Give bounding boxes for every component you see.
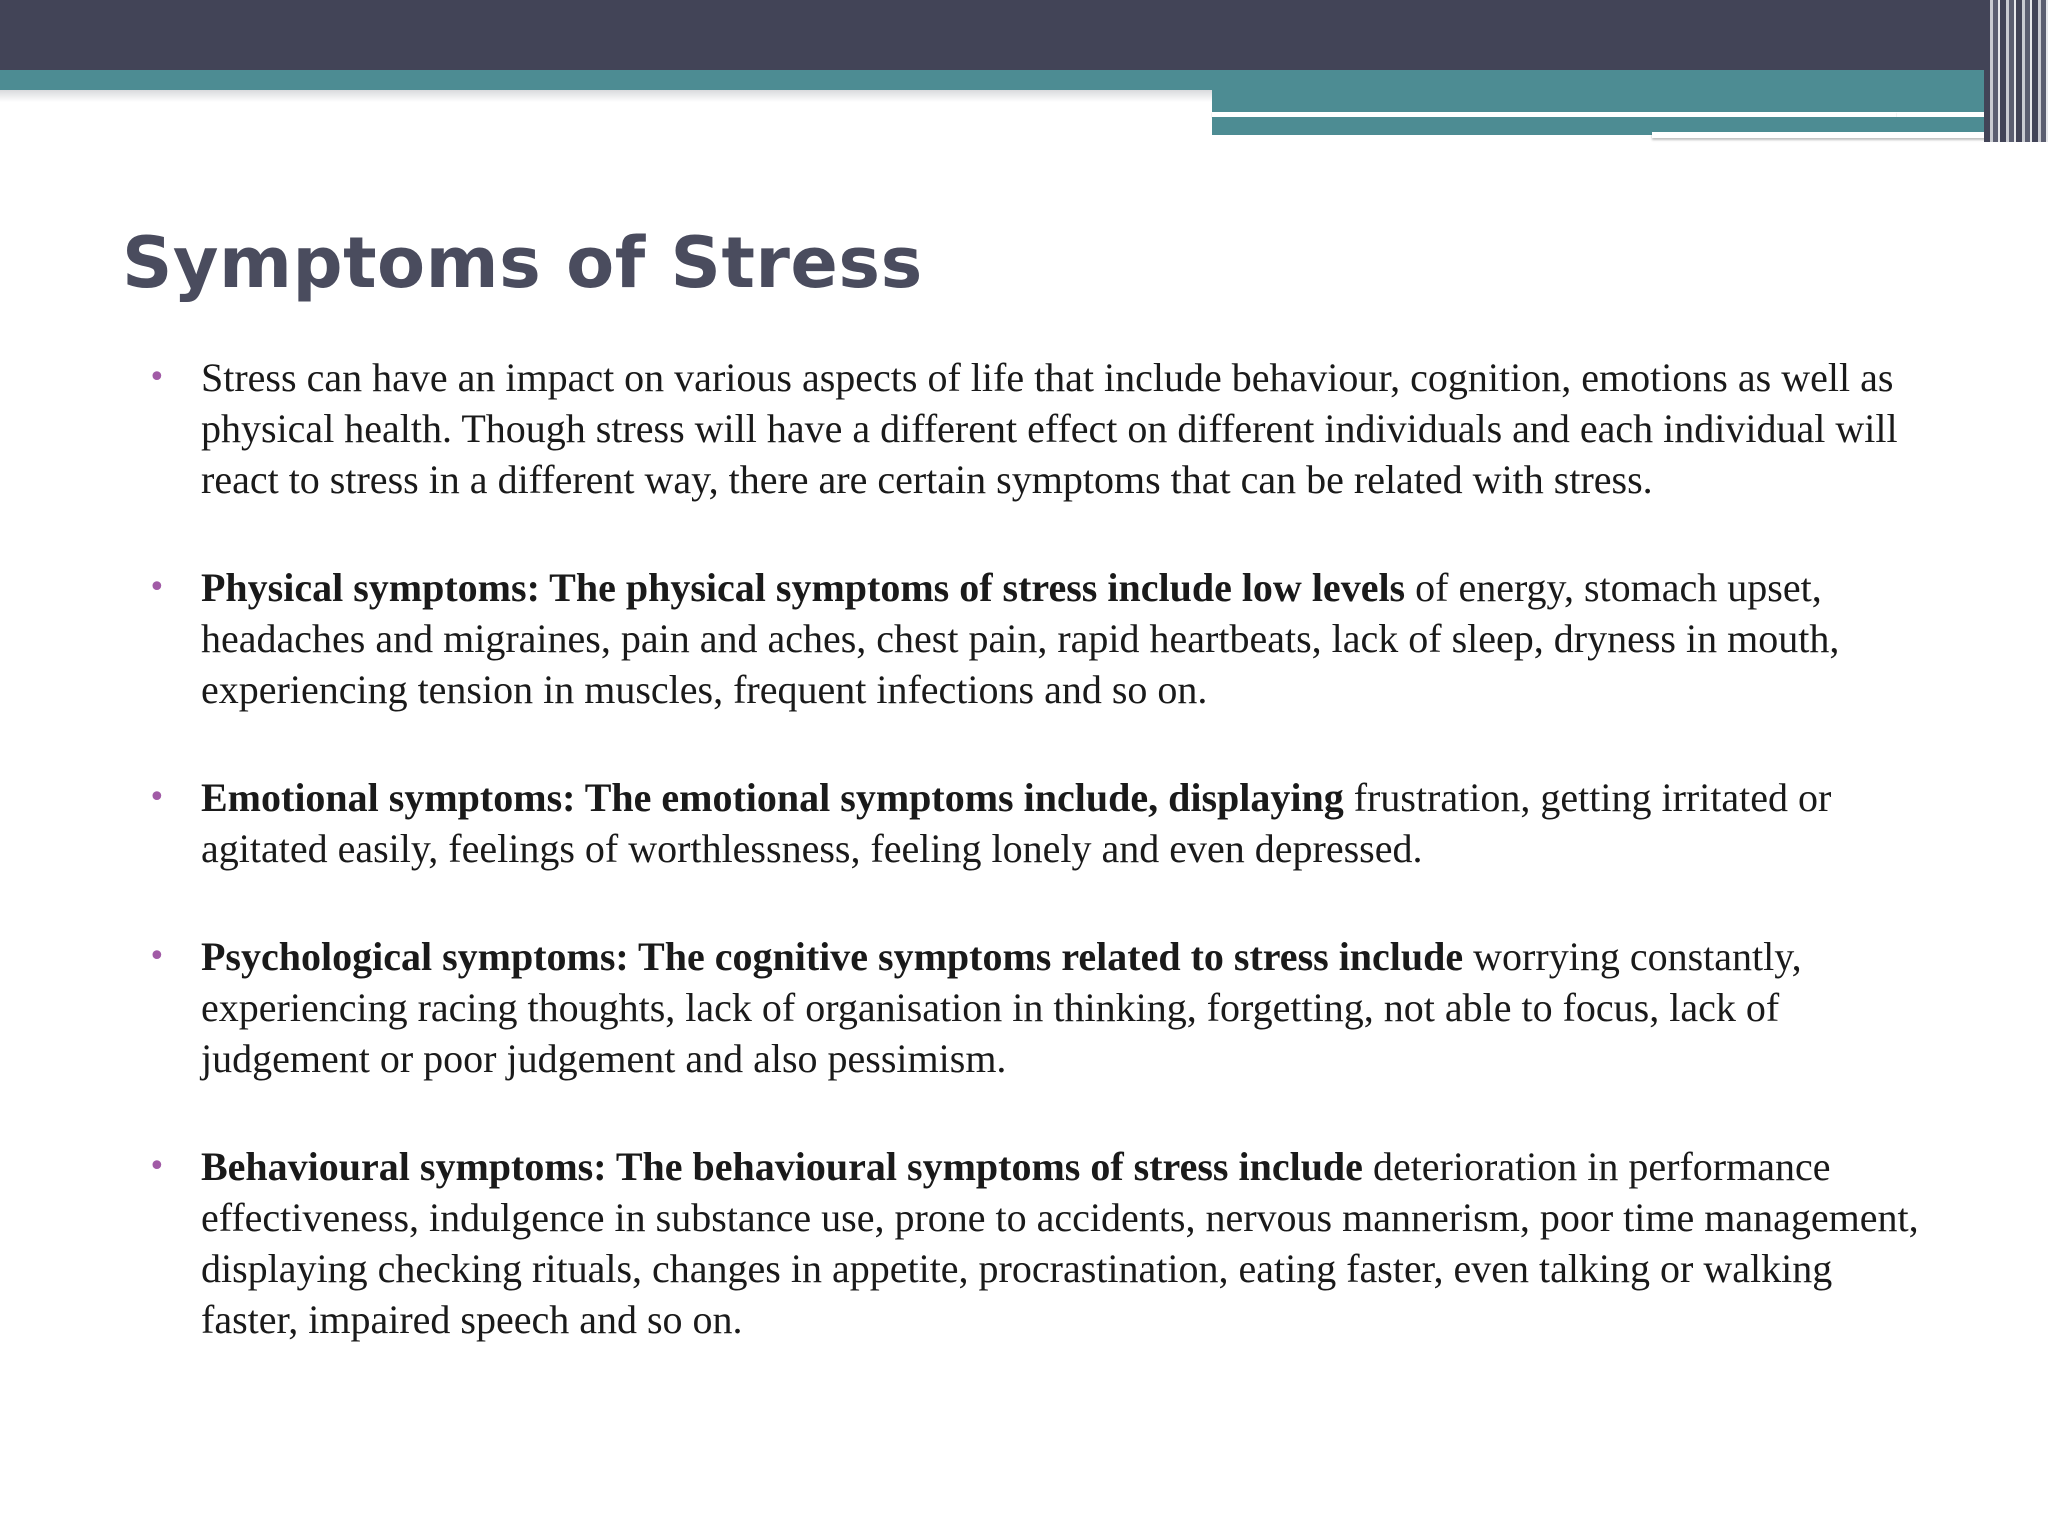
bullet-heading: Psychological symptoms: The cognitive symptoms related to stress include [201, 934, 1464, 979]
bullet-item [148, 352, 1928, 505]
bullet-item [148, 562, 1928, 715]
bullet-item [148, 1141, 1928, 1345]
bullet-icon: • [148, 570, 166, 605]
header-accent-band [0, 70, 2048, 90]
header-bar [0, 0, 2048, 70]
header-accent-extension [1212, 88, 2010, 112]
bullet-text: Stress can have an impact on various aspects of life that include behaviour, cognition, emotions as well as physical health. Though stress will have a different effect on different individuals and each individual will react to stress in a different way, there are certain symptoms that can be related with stress. [201, 355, 1898, 502]
bullet-heading: Physical symptoms: The physical symptoms of stress include low levels [201, 565, 1406, 610]
bullet-heading: Emotional symptoms: The emotional symptoms include, displaying [201, 775, 1344, 820]
header-accent-line-short [1652, 132, 2010, 138]
slide-title: Symptoms of Stress [122, 222, 923, 304]
header-stripes [1984, 0, 2048, 142]
bullet-icon: • [148, 939, 166, 974]
bullet-item [148, 931, 1928, 1084]
bullet-heading: Behavioural symptoms: The behavioural symptoms of stress include [201, 1144, 1363, 1189]
bullet-list [148, 352, 1928, 1402]
bullet-text: deterioration in performance effectiveness, indulgence in substance use, prone to accidents, nervous mannerism, poor time management, displaying checking rituals, changes in appetite, procrastination, eating faster, even talking or walking faster, impaired speech and so on. [201, 1144, 1919, 1342]
bullet-icon: • [148, 360, 166, 395]
bullet-icon: • [148, 1149, 166, 1184]
bullet-text: of energy, stomach upset, headaches and migraines, pain and aches, chest pain, rapid heartbeats, lack of sleep, dryness in mouth, experiencing tension in muscles, frequent infections and so on. [201, 565, 1840, 712]
bullet-item [148, 772, 1928, 874]
bullet-icon: • [148, 780, 166, 815]
bullet-text: frustration, getting irritated or agitated easily, feelings of worthlessness, feeling lonely and even depressed. [201, 775, 1832, 871]
bullet-text: worrying constantly, experiencing racing thoughts, lack of organisation in thinking, forgetting, not able to focus, lack of judgement or poor judgement and also pessimism. [201, 934, 1802, 1081]
